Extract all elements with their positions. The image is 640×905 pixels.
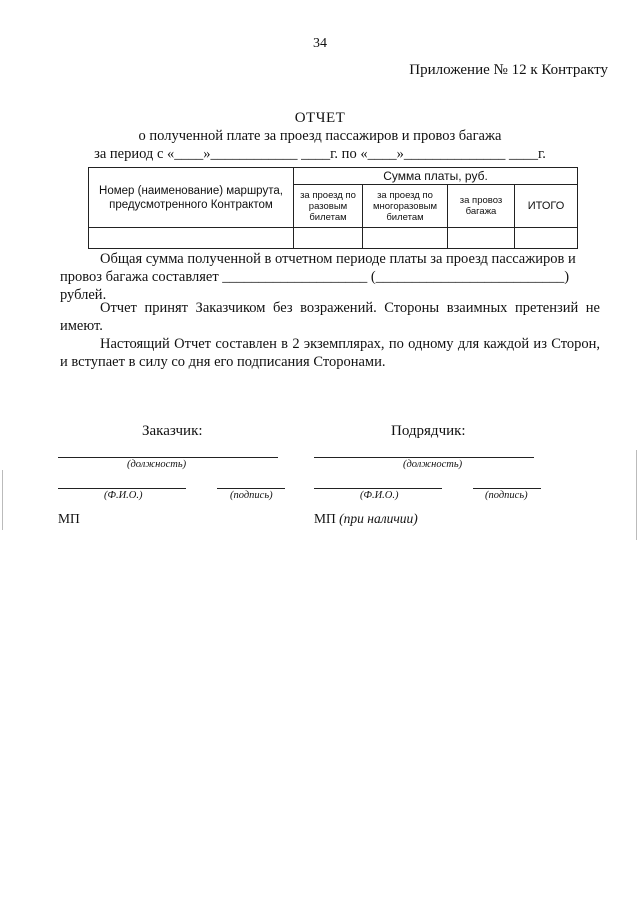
table-header-row: [89, 168, 578, 185]
route-header: Номер (наименование) маршрута, предусмотренного Контрактом: [89, 168, 294, 228]
customer-label: Заказчик:: [142, 423, 203, 439]
contractor-mp-text: МП: [314, 511, 340, 526]
contractor-stamp-place: [314, 511, 418, 527]
table-cell: [294, 228, 363, 249]
contractor-label: Подрядчик:: [391, 423, 466, 439]
customer-signature-line: [217, 488, 285, 489]
payment-table: [88, 167, 578, 249]
contractor-position-caption: (должность): [403, 459, 463, 470]
contractor-fio-caption: (Ф.И.О.): [360, 490, 399, 501]
customer-fio-line: [58, 488, 186, 489]
contractor-signature-line: [473, 488, 541, 489]
table-cell: [448, 228, 515, 249]
copies-paragraph: Настоящий Отчет составлен в 2 экземплярах, по одному для каждой из Сторон, и вступает в силу со дня его подписания Сторонами.: [60, 336, 600, 370]
customer-position-line: [58, 457, 278, 458]
table-row: [89, 228, 578, 249]
table-cell: [363, 228, 448, 249]
total-sum-line-2: провоз багажа составляет ____________________ (__________________________) рублей.: [60, 269, 570, 303]
customer-fio-caption: (Ф.И.О.): [104, 490, 143, 501]
total-sum-line-1: Общая сумма полученной в отчетном периоде платы за проезд пассажиров и: [100, 251, 576, 267]
page-number: 34: [313, 36, 327, 51]
table-cell: [515, 228, 578, 249]
report-period-line: за период с «____»____________ ____г. по «____»______________ ____г.: [94, 146, 546, 162]
customer-signature-caption: (подпись): [230, 490, 273, 501]
acceptance-paragraph: Отчет принят Заказчиком без возражений. Стороны взаимных претензий не имеют.: [60, 300, 600, 334]
single-tickets-header: за проезд по разовым билетам: [294, 185, 363, 228]
scan-mark: [2, 470, 3, 530]
appendix-caption: Приложение № 12 к Контракту: [409, 62, 608, 78]
contractor-mp-note: (при наличии): [339, 511, 418, 526]
document-title: ОТЧЕТ: [294, 110, 346, 126]
customer-stamp-place: МП: [58, 511, 80, 526]
sum-header: Сумма платы, руб.: [294, 168, 578, 185]
multi-tickets-header: за проезд по многоразовым билетам: [363, 185, 448, 228]
contractor-signature-caption: (подпись): [485, 490, 528, 501]
contractor-position-line: [314, 457, 534, 458]
baggage-header: за провоз багажа: [448, 185, 515, 228]
scan-mark: [636, 450, 637, 540]
contractor-fio-line: [314, 488, 442, 489]
table-cell: [89, 228, 294, 249]
customer-position-caption: (должность): [127, 459, 187, 470]
total-header: ИТОГО: [515, 185, 578, 228]
document-subtitle: о полученной плате за проезд пассажиров и провоз багажа: [138, 128, 502, 144]
